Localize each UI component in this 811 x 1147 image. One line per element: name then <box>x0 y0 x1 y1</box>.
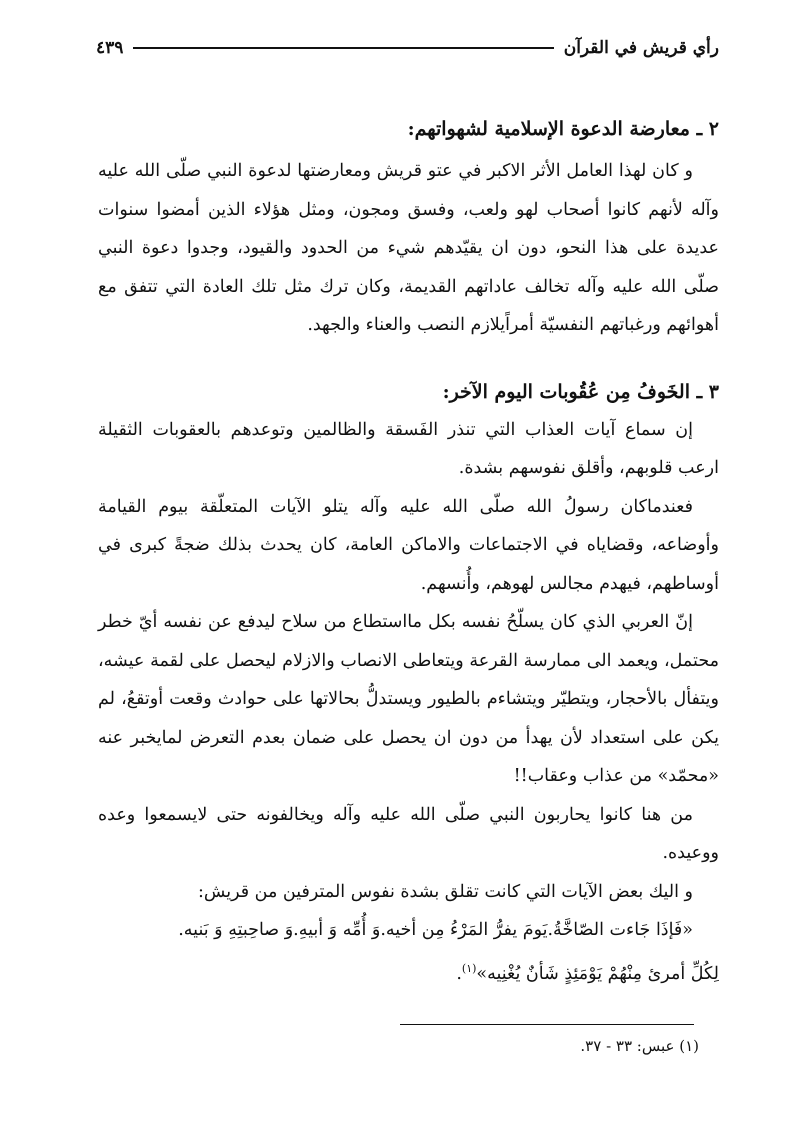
footnote-rule <box>400 1024 694 1025</box>
running-header <box>96 36 719 60</box>
section-3-paragraph-1: إن سماع آيات العذاب التي تنذر الفَسقة والظالمين وتوعدهم بالعقوبات الثقيلة ارعب قلوبهم، وأقلق نفوسهم بشدة. <box>98 419 719 478</box>
footnote: (١) عبس: ٣٣ - ٣٧. <box>580 1037 699 1055</box>
section-3-paragraph-4: من هنا كانوا يحاربون النبي صلّى الله عليه وآله ويخالفونه حتى لايسمعوا وعده ووعيده. <box>98 804 719 863</box>
section-2-paragraph: و كان لهذا العامل الأثر الاكبر في عتو قريش ومعارضتها لدعوة النبي صلّى الله عليه وآله لأنهم كانوا أصحاب لهو ولعب، وفسق ومجون، ومثل هؤلاء الذين أمضوا سنوات عديدة على هذا النحو، دون ان يقيّدهم شيء من الحدود والقيود، وجدوا دعوة النبي صلّى الله عليه وآله تخالف عاداتهم القديمة، وكان ترك مثل تلك العادة التي تتفق مع أهوائهم ورغباتهم النفسيّة أمراًيلازم النصب والعناء والجهد. <box>98 161 719 335</box>
footnote-marker: (١) <box>461 961 477 975</box>
section-3-paragraph-3: إنّ العربي الذي كان يسلّحُ نفسه بكل مااستطاع من سلاح ليدفع عن نفسه أيّ خطر محتمل، ويعمد الى ممارسة القرعة ويتعاطى الانصاب والازلام ليحصل على لقمة عيشه، ويتفأل بالأحجار، ويتطيّر ويتشاءم بالطيور ويستدلُّ بحالاتها على حوادث وقعت أوتقعُ، لم يكن على استعداد لأن يهدأ من دون ان يحصل على ضمان بعدم التعرض لمايخبر عنه «محمّد» من عذاب وعقاب!! <box>98 612 719 786</box>
section-spacer <box>98 345 719 375</box>
section-3-heading: ٣ ـ الخَوفُ مِن عُقُوبات اليوم الآخر: <box>442 380 719 403</box>
section-3-paragraph-5: و اليك بعض الآيات التي كانت تقلق بشدة نفوس المترفين من قريش: <box>198 881 693 902</box>
header-rule <box>133 47 553 49</box>
quran-verse-text: لِكُلِّ أمرئ مِنْهُمْ يَوْمَئِذٍ شَأنٌ يُغْنِيه» <box>476 963 719 984</box>
page-number: ٤٣٩ <box>96 38 124 58</box>
section-2-heading: ٢ ـ معارضة الدعوة الإسلامية لشهواتهم: <box>407 118 719 140</box>
section-3-paragraph-2: فعندماكان رسولُ الله صلّى الله عليه وآله يتلو الآيات المتعلّقة بيوم القيامة وأوضاعه، وقضاياه في الاجتماعات والاماكن العامة، كان يحدث بذلك ضجةً كبرى في أوساطهم، فيهدم مجالس لهوهم، وأُنسهم. <box>98 496 719 594</box>
quran-verse-line-1: «فَإذَا جَاءت الصّاخَّةُ.يَومَ يفرُّ المَرْءُ مِن أخيه.وَ أُمِّه وَ أبيهِ.وَ صاحِبتِهِ وَ بَنيه. <box>178 920 693 940</box>
quran-verse-line-2 <box>98 950 719 993</box>
header-title: رأي قريش في القرآن <box>563 38 719 58</box>
verse-end-mark: . <box>456 963 462 984</box>
main-content <box>98 112 719 993</box>
